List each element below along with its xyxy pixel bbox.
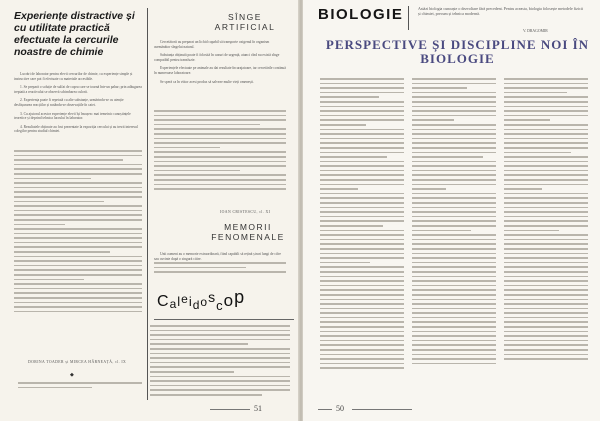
column-rule [147,8,148,400]
separator-icon: ◆ [70,373,74,378]
section-paragraph: Se speră ca în viitor acest produs să salveze multe vieți omenești. [160,79,254,84]
article-paragraph: 2. Experiența poate fi repetată cu alte substanțe, urmărindu-se cu atenție desfășurarea reacțiilor și notându-se observațiile în caiet. [14,98,124,107]
section-text-lines [154,110,286,202]
label-divider [408,6,409,30]
section-signature: IOAN CRISTESCU, cl. XI [220,210,271,214]
section-paragraph: Cercetătorii au preparat un lichid capabil să transporte oxigenul în organism asemănător sîngelui natural. [154,40,270,49]
section-label: BIOLOGIE [318,6,404,23]
kaleidoscope-rule [154,319,294,320]
body-column-1 [320,78,404,400]
folio-rule [318,409,332,410]
section-paragraph: Unii oameni au o memorie extraordinară, fiind capabili să rețină șiruri lungi de cifre sau cuvinte după o singură citire. [154,252,281,261]
article-author: DORINA TOADER și MIRCEA HÂRNEAȚĂ, cl. IX [28,360,127,364]
memories-text-lines [154,262,286,276]
kaleidoscope-logo: Caleidoscop [157,287,246,313]
page-number: 51 [254,404,262,413]
section-paragraph: Experiențele efectuate pe animale au dat rezultate încurajatoare, iar cercetările continuă în numeroase laboratoare. [154,66,286,75]
section-title-phenomenal-memories: MEMORII FENOMENALE [211,222,285,242]
folio-rule [352,409,412,410]
footnote-lines [18,382,142,396]
article-paragraph: 1. Se prepară o soluție de sulfat de cupru care se toarnă într-un pahar; prin adăugarea treptată a reactivului se observă schimbarea culorii. [14,85,142,94]
section-paragraph: Substanța obținută poate fi folosită în cazuri de urgență, atunci cînd nu există sînge compatibil pentru transfuzie. [154,53,280,62]
folio-rule [210,409,250,410]
article-title-biology: PERSPECTIVE ȘI DISCIPLINE NOI ÎN BIOLOGIE [325,37,590,66]
kaleidoscope-text-lines [150,325,290,403]
article-paragraph: Lucrări de laborator pentru elevii cercurilor de chimie, cu experiențe simple și instructive care pot fi efectuate cu materiale accesibile. [14,72,133,81]
body-column-3 [504,78,588,400]
intro-text: Astăzi biologia cunoaște o dezvoltare fără precedent. Pentru aceasta, biologia folosește metodele fizicii și chimiei, precum și tehnica modernă. [418,6,584,16]
article-paragraph: 4. Rezultatele obținute au fost prezentate la expoziția cercului și au trezit interesul colegilor pentru studiul chimiei. [14,124,138,134]
body-column-2 [412,78,496,400]
page-number-right: 50 [336,404,344,413]
article-title: Experiențe distractive și cu utilitate practică efectuate la cercurile noastre de chimie [14,10,135,58]
intro-author: V. DRAGOMIR [523,29,548,33]
section-title-artificial-blood: SÎNGE ARTIFICIAL [214,12,276,32]
article-paragraph: 3. Cu ajutorul acestor experiențe elevii își însușesc mai temeinic cunoștințele teoretice și deprind tehnica lucrului în laborator. [14,111,131,121]
article-text-lines [14,150,142,350]
